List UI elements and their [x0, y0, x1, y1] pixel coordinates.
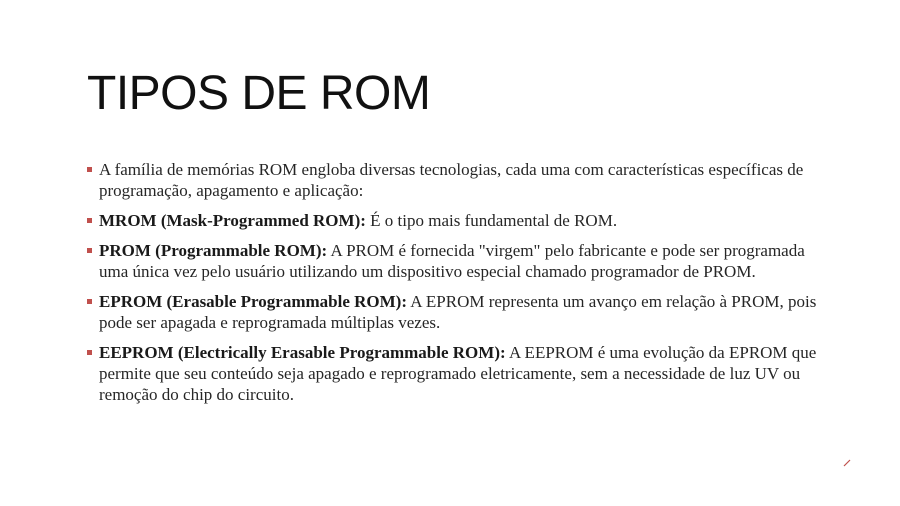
bullet-text	[99, 241, 805, 281]
slide-title: TIPOS DE ROM	[87, 67, 431, 120]
bullet-term: PROM (Programmable ROM):	[99, 241, 328, 260]
bullet-square-icon	[87, 248, 92, 253]
bullet-term: EPROM (Erasable Programmable ROM):	[99, 292, 407, 311]
bullet-text	[99, 292, 816, 332]
bullet-body: A PROM é fornecida "virgem" pelo fabricante e pode ser programada uma única vez pelo usuário utilizando um dispositivo especial chamado programador de PROM.	[99, 241, 805, 281]
bullet-item-eeprom	[87, 342, 827, 405]
bullet-term: MROM (Mask-Programmed ROM):	[99, 211, 366, 230]
bullet-text	[99, 343, 816, 404]
bullet-body: A EEPROM é uma evolução da EPROM que permite que seu conteúdo seja apagado e reprogramado eletricamente, sem a necessidade de luz UV ou remoção do chip do circuito.	[99, 343, 817, 404]
bullet-square-icon	[87, 350, 92, 355]
bullet-item-prom	[87, 240, 827, 282]
bullet-body: É o tipo mais fundamental de ROM.	[365, 211, 618, 230]
bullet-text	[99, 211, 617, 230]
corner-accent-icon	[843, 459, 851, 467]
bullet-square-icon	[87, 167, 92, 172]
bullet-text	[99, 160, 803, 200]
bullet-body: A família de memórias ROM engloba diversas tecnologias, cada uma com características específicas de programação, apagamento e aplicação:	[99, 160, 804, 200]
bullet-square-icon	[87, 299, 92, 304]
bullet-term: EEPROM (Electrically Erasable Programmable ROM):	[99, 343, 506, 362]
bullet-item-eprom	[87, 291, 827, 333]
bullet-square-icon	[87, 218, 92, 223]
bullet-body: A EPROM representa um avanço em relação à PROM, pois pode ser apagada e reprogramada múltiplas vezes.	[99, 292, 817, 332]
bullet-item-mrom	[87, 210, 827, 231]
bullet-item-intro	[87, 159, 827, 201]
bullet-list	[87, 159, 827, 414]
